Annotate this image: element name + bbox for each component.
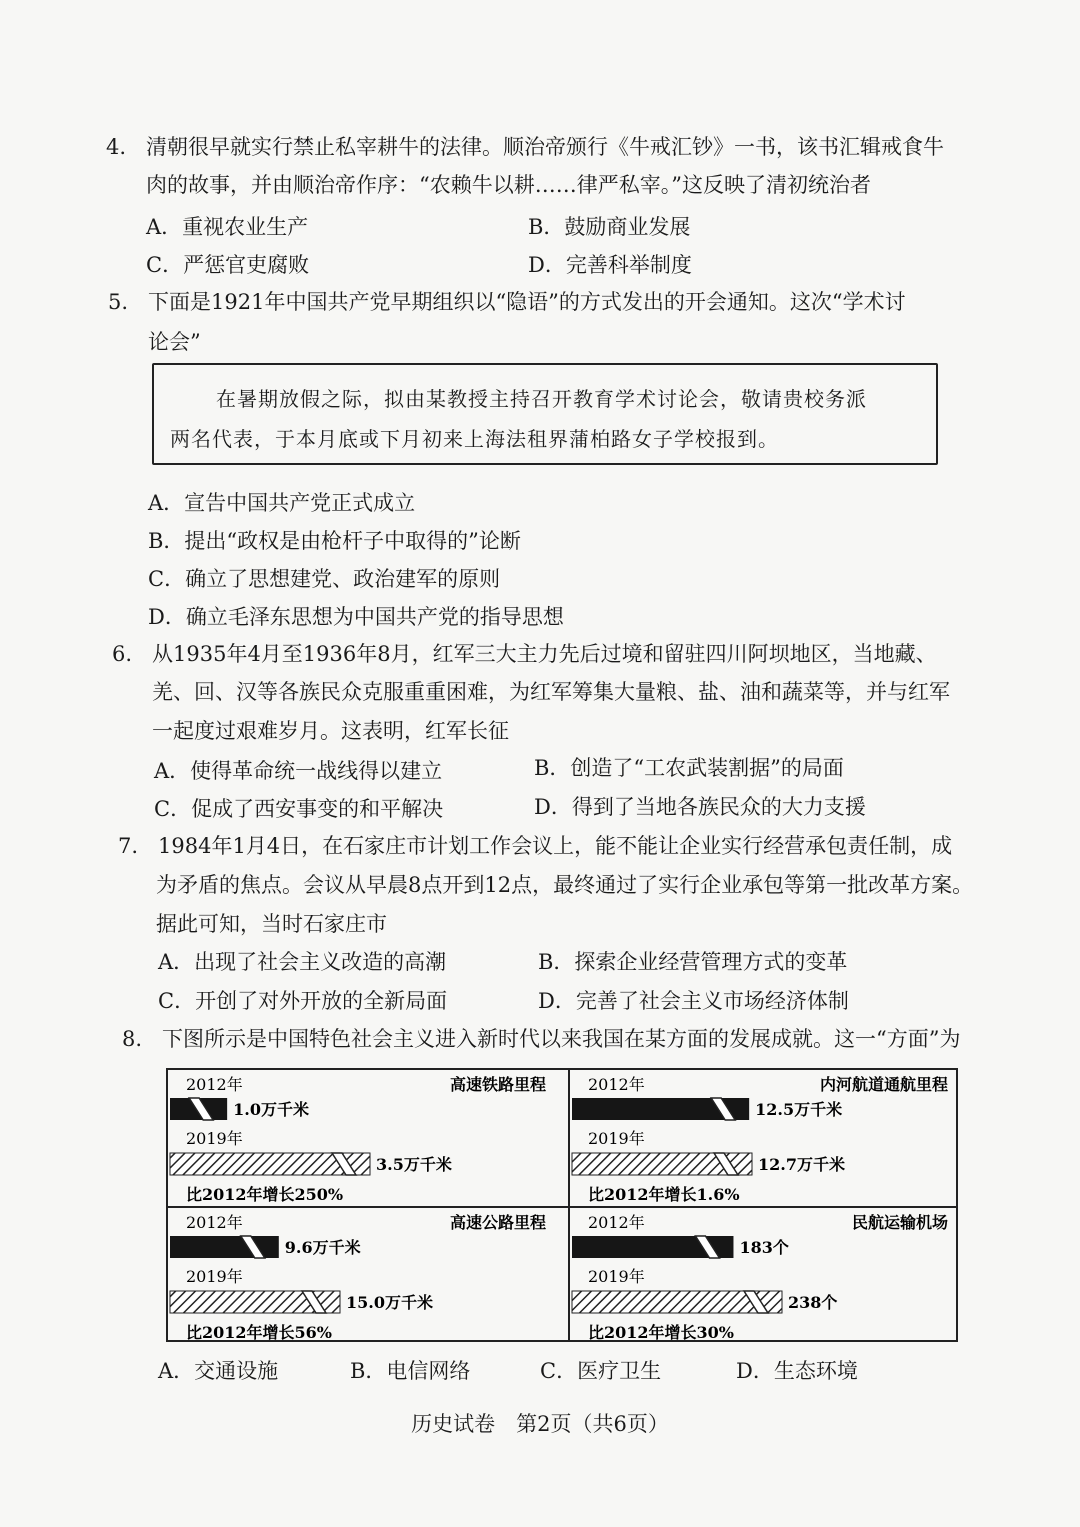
q7-option-c[interactable]: C．开创了对外开放的全新局面: [158, 989, 448, 1013]
q4-option-d[interactable]: D．完善科举制度: [528, 253, 692, 277]
growth-label-2: 比2012年增长56%: [186, 1323, 333, 1340]
year-label-3-1: 2019年: [588, 1267, 645, 1286]
meeting-notice-box: [152, 363, 938, 465]
value-label-0-1: 3.5万千米: [376, 1155, 452, 1174]
year-label-1-1: 2019年: [588, 1129, 645, 1148]
value-label-2-1: 15.0万千米: [346, 1293, 433, 1312]
q7-option-b[interactable]: B．探索企业经营管理方式的变革: [538, 950, 848, 974]
q7-line-3: 据此可知，当时石家庄市: [156, 912, 387, 936]
q4-line-1: 4. 清朝很早就实行禁止私宰耕牛的法律。顺治帝颁行《牛戒汇钞》一书，该书汇辑戒食牛: [106, 132, 944, 162]
q6-option-c[interactable]: C．促成了西安事变的和平解决: [154, 797, 444, 821]
development-chart: [166, 1068, 958, 1342]
panel-title-2: 高速公路里程: [449, 1213, 546, 1232]
year-label-0-0: 2012年: [186, 1075, 243, 1094]
growth-label-0: 比2012年增长250%: [186, 1185, 344, 1204]
growth-label-1: 比2012年增长1.6%: [588, 1185, 740, 1204]
q6-line-2: 羌、回、汉等各族民众克服重重困难，为红军筹集大量粮、盐、油和蔬菜等，并与红军: [152, 680, 950, 704]
year-label-3-0: 2012年: [588, 1213, 645, 1232]
q4-line-2: 肉的故事，并由顺治帝作序：“农赖牛以耕……律严私宰。”这反映了清初统治者: [146, 173, 871, 197]
page-footer: 历史试卷 第2页（共6页）: [411, 1412, 669, 1436]
value-label-1-1: 12.7万千米: [758, 1155, 845, 1174]
q5-option-b[interactable]: B．提出“政权是由枪杆子中取得的”论断: [148, 529, 521, 553]
q7-option-a[interactable]: A．出现了社会主义改造的高潮: [158, 950, 447, 974]
q5-line-1: 5. 下面是1921年中国共产党早期组织以“隐语”的方式发出的开会通知。这次“学术讨: [108, 287, 906, 317]
q6-option-a[interactable]: A．使得革命统一战线得以建立: [154, 759, 443, 783]
q7-option-d[interactable]: D．完善了社会主义市场经济体制: [538, 989, 849, 1013]
year-label-0-1: 2019年: [186, 1129, 243, 1148]
q5-option-a[interactable]: A．宣告中国共产党正式成立: [148, 491, 416, 515]
panel-title-1: 内河航道通航里程: [819, 1075, 948, 1094]
year-label-2-0: 2012年: [186, 1213, 243, 1232]
q5-line-2: 论会”: [148, 330, 201, 354]
chart-svg: [168, 1070, 956, 1340]
q6-line-3: 一起度过艰难岁月。这表明，红军长征: [152, 719, 509, 743]
notice-line-2: 两名代表，于本月底或下月初来上海法租界蒲柏路女子学校报到。: [170, 427, 779, 451]
value-label-3-0: 183个: [739, 1238, 789, 1257]
q7-number: 7.: [118, 834, 139, 858]
q8-option-d[interactable]: D．生态环境: [736, 1359, 858, 1383]
q6-line-1: 6. 从1935年4月至1936年8月，红军三大主力先后过境和留驻四川阿坝地区，当地藏、: [112, 639, 937, 669]
q6-option-d[interactable]: D．得到了当地各族民众的大力支援: [534, 795, 866, 819]
q7-line-2: 为矛盾的焦点。会议从早晨8点开到12点，最终通过了实行企业承包等第一批改革方案。: [156, 873, 974, 897]
q5-option-c[interactable]: C．确立了思想建党、政治建军的原则: [148, 567, 501, 591]
q5-option-d[interactable]: D．确立毛泽东思想为中国共产党的指导思想: [148, 605, 564, 629]
value-label-3-1: 238个: [788, 1293, 838, 1312]
q6-number: 6.: [112, 642, 133, 666]
year-label-1-0: 2012年: [588, 1075, 645, 1094]
q8-option-c[interactable]: C．医疗卫生: [540, 1359, 662, 1383]
value-label-2-0: 9.6万千米: [284, 1238, 361, 1257]
q8-line-1: 8. 下图所示是中国特色社会主义进入新时代以来我国在某方面的发展成就。这一“方面”为: [122, 1024, 960, 1054]
q8-option-b[interactable]: B．电信网络: [350, 1359, 471, 1383]
q7-line-1: 7. 1984年1月4日，在石家庄市计划工作会议上，能不能让企业实行经营承包责任制，成: [118, 831, 952, 861]
year-label-2-1: 2019年: [186, 1267, 243, 1286]
value-label-0-0: 1.0万千米: [233, 1100, 309, 1119]
q4-option-c[interactable]: C．严惩官吏腐败: [146, 253, 310, 277]
q8-number: 8.: [122, 1027, 143, 1051]
growth-label-3: 比2012年增长30%: [588, 1323, 735, 1340]
q4-number: 4.: [106, 135, 127, 159]
q6-option-b[interactable]: B．创造了“工农武装割据”的局面: [534, 756, 844, 780]
q4-option-a[interactable]: A．重视农业生产: [146, 215, 309, 239]
q5-number: 5.: [108, 290, 129, 314]
notice-line-1: 在暑期放假之际，拟由某教授主持召开教育学术讨论会，敬请贵校务派: [216, 387, 867, 411]
q8-option-a[interactable]: A．交通设施: [158, 1359, 279, 1383]
panel-title-0: 高速铁路里程: [449, 1075, 546, 1094]
panel-title-3: 民航运输机场: [851, 1213, 948, 1232]
value-label-1-0: 12.5万千米: [755, 1100, 843, 1119]
q4-option-b[interactable]: B．鼓励商业发展: [528, 215, 691, 239]
